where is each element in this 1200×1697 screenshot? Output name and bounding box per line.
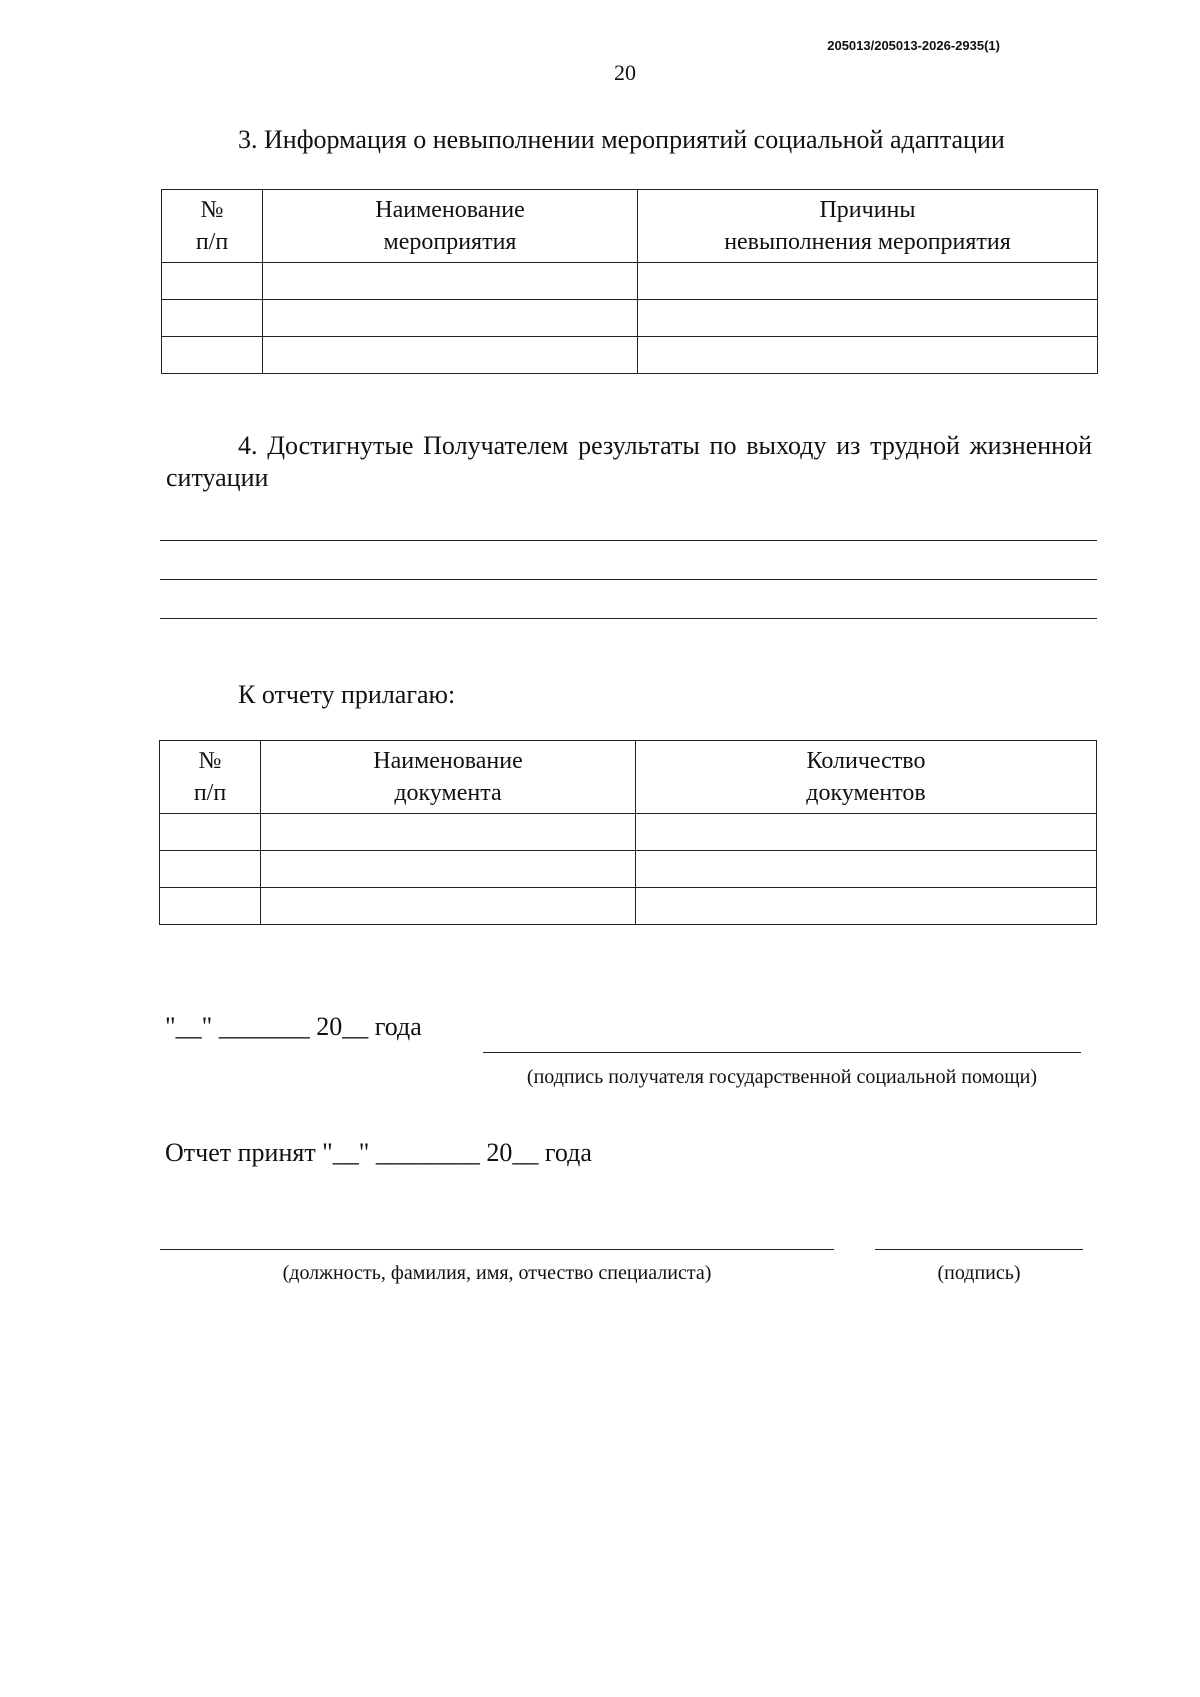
table-cell[interactable] (160, 888, 261, 925)
table-cell[interactable] (160, 814, 261, 851)
recipient-signature-caption: (подпись получателя государственной социальной помощи) (526, 1066, 1038, 1088)
table-row (160, 814, 1097, 851)
page-number: 20 (614, 60, 636, 85)
results-line-2[interactable] (160, 579, 1097, 580)
table-row (162, 337, 1098, 374)
recipient-signature-line[interactable] (483, 1052, 1081, 1053)
results-line-1[interactable] (160, 540, 1097, 541)
table-cell[interactable] (261, 888, 636, 925)
header-document-name-text: Наименование документа (373, 748, 523, 806)
table-cell[interactable] (638, 263, 1098, 300)
header-event-name-text: Наименование мероприятия (375, 197, 525, 255)
table-cell[interactable] (263, 337, 638, 374)
column-header-number (162, 190, 263, 263)
specialist-caption: (должность, фамилия, имя, отчество специалиста) (282, 1262, 712, 1284)
document-id: 205013/205013-2026-2935(1) (827, 38, 1000, 53)
header-number-text: № п/п (193, 748, 227, 806)
column-header-reasons (638, 190, 1098, 263)
specialist-signature-line[interactable] (875, 1249, 1083, 1250)
attachments-table (159, 740, 1097, 925)
attachments-title: К отчету прилагаю: (238, 680, 456, 709)
table-cell[interactable] (261, 814, 636, 851)
report-accepted-line: Отчет принят "__" ________ 20__ года (165, 1138, 592, 1167)
nonfulfillment-table (161, 189, 1098, 374)
section3-title: 3. Информация о невыполнении мероприятий социальной адаптации (238, 125, 1005, 154)
signature-caption: (подпись) (937, 1262, 1021, 1284)
specialist-name-line[interactable] (160, 1249, 834, 1250)
table-cell[interactable] (638, 337, 1098, 374)
table-cell[interactable] (162, 263, 263, 300)
table-cell[interactable] (162, 300, 263, 337)
results-line-3[interactable] (160, 618, 1097, 619)
report-date-line: "__" _______ 20__ года (165, 1012, 422, 1041)
section4-title: 4. Достигнутые Получателем результаты по выходу из трудной жизненной ситуации (166, 431, 1092, 492)
column-header-document-name (261, 741, 636, 814)
table-cell[interactable] (263, 300, 638, 337)
column-header-number (160, 741, 261, 814)
table-cell[interactable] (636, 814, 1097, 851)
table-row (162, 300, 1098, 337)
table-row (162, 263, 1098, 300)
table-cell[interactable] (162, 337, 263, 374)
header-number-text: № п/п (195, 197, 229, 255)
table-cell[interactable] (638, 300, 1098, 337)
column-header-event-name (263, 190, 638, 263)
table-cell[interactable] (636, 851, 1097, 888)
table-cell[interactable] (636, 888, 1097, 925)
table-row (160, 888, 1097, 925)
table-row (160, 851, 1097, 888)
table-cell[interactable] (261, 851, 636, 888)
table-cell[interactable] (160, 851, 261, 888)
table-cell[interactable] (263, 263, 638, 300)
header-document-count-text: Количество документов (806, 748, 926, 806)
column-header-document-count (636, 741, 1097, 814)
header-reasons-text: Причины невыполнения мероприятия (724, 197, 1011, 255)
